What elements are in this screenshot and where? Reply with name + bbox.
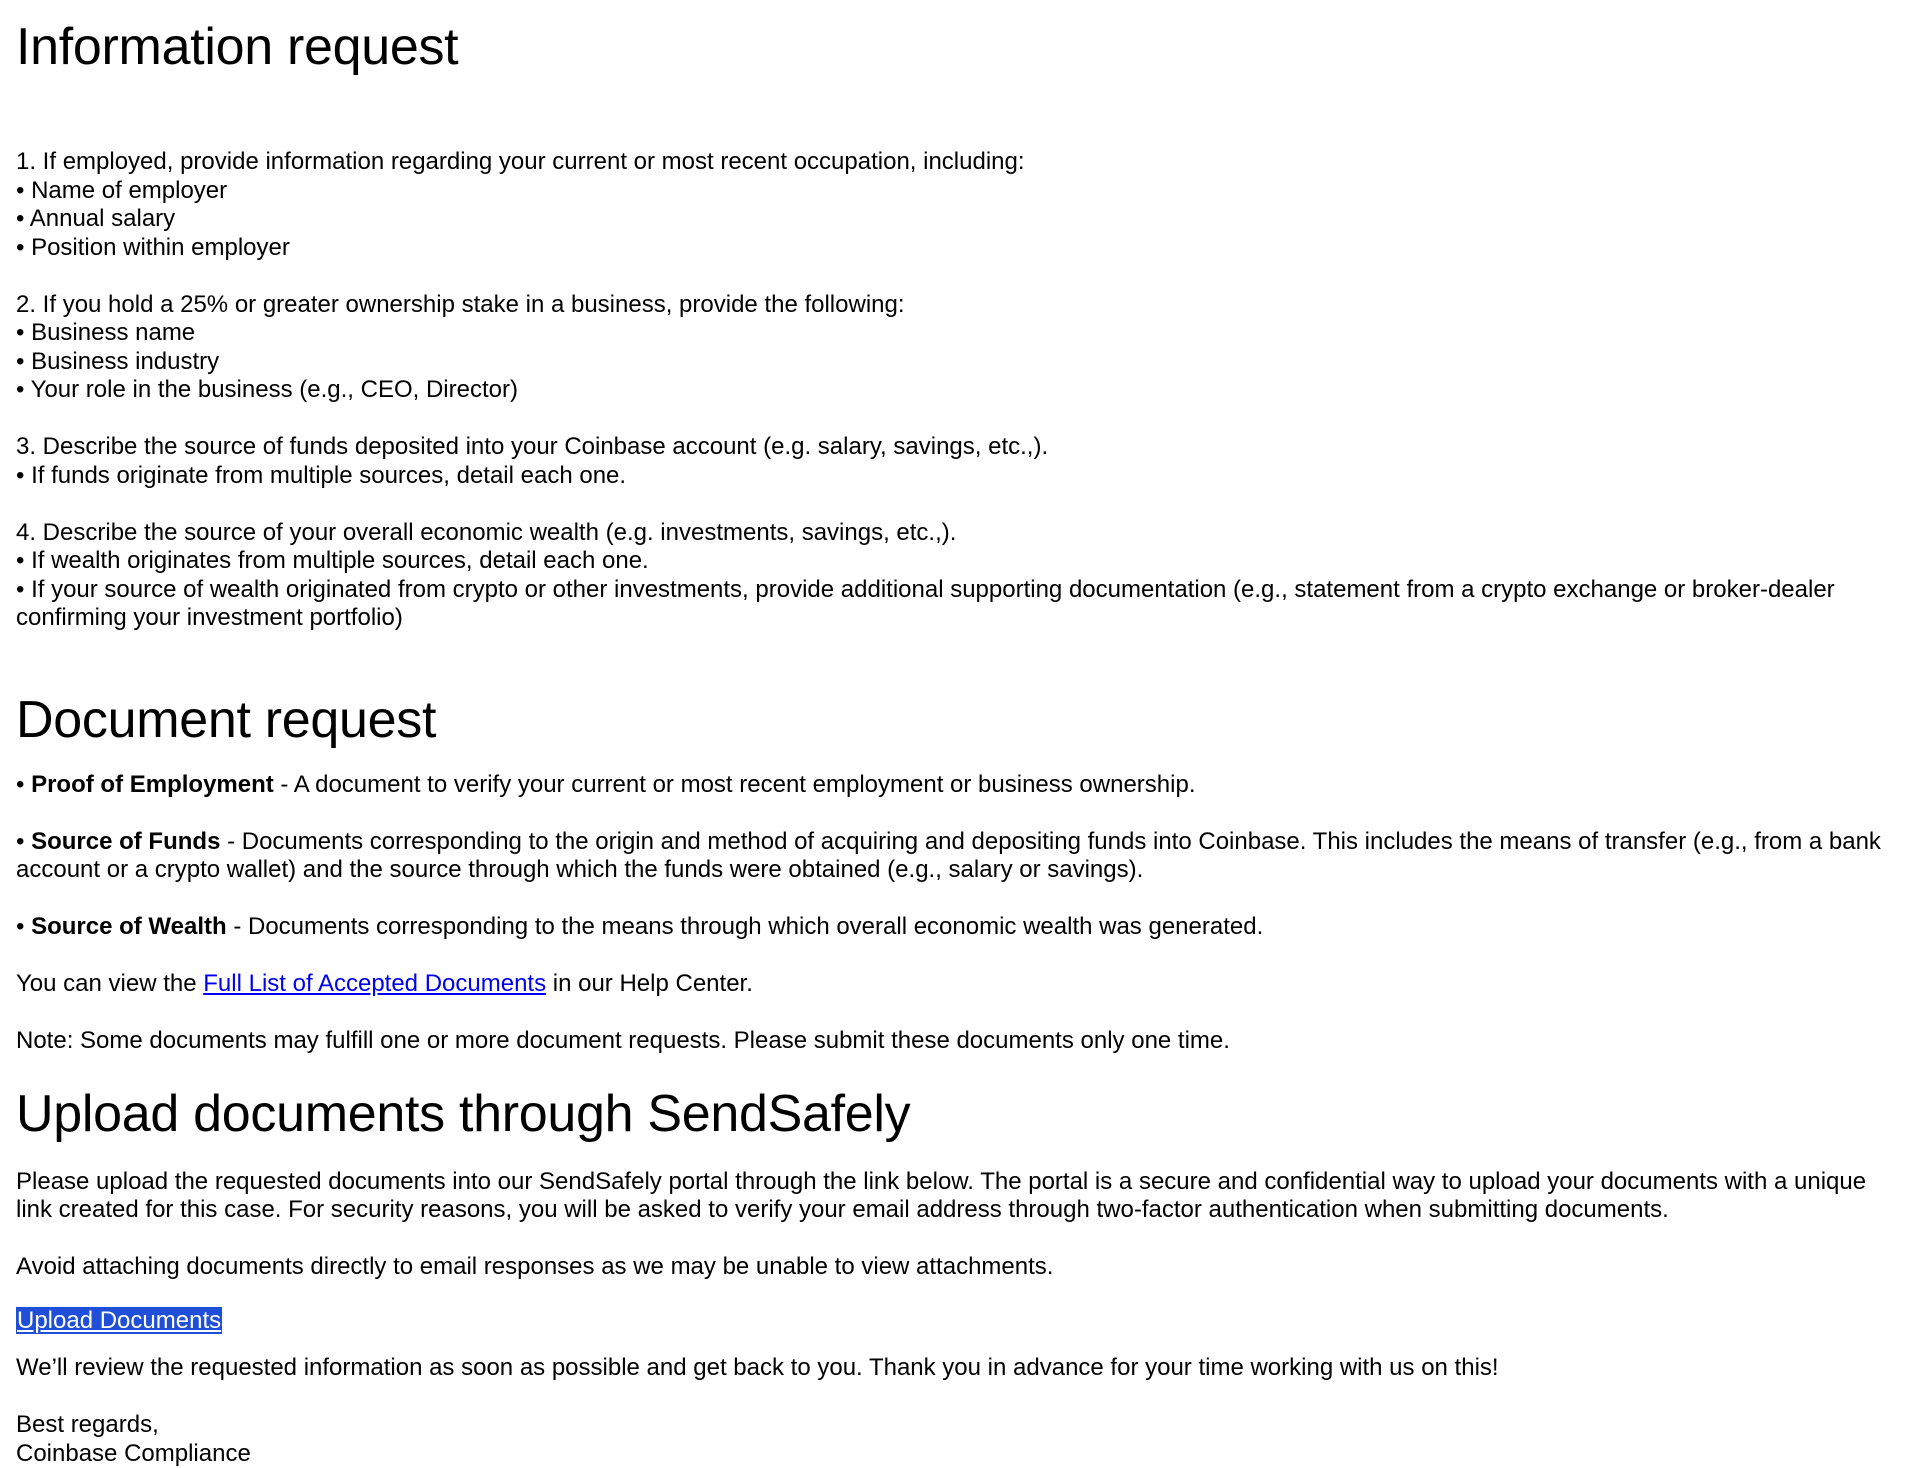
signature: Coinbase Compliance <box>16 1439 251 1467</box>
question-3-item: • If funds originate from multiple sources, detail each one. <box>16 461 627 489</box>
document-description: - Documents corresponding to the means through which overall economic wealth was generated. <box>226 913 1264 940</box>
information-request-heading: Information request <box>16 18 459 76</box>
information-request-section <box>16 148 1904 633</box>
upload-documents-button[interactable]: Upload Documents <box>17 1306 222 1334</box>
question-2-item: • Your role in the business (e.g., CEO, Director) <box>16 376 518 403</box>
upload-instructions: Please upload the requested documents into our SendSafely portal through the link below. The portal is a secure and confidential way to upload your documents with a unique link created for this case. For security reasons, you will be asked to verify your email address through two-factor authentication when submitting documents. <box>16 1167 1873 1223</box>
review-message: We’ll review the requested information as soon as possible and get back to you. Thank you in advance for your time working with us on this! <box>16 1354 1499 1381</box>
document-request-section <box>16 771 1904 1056</box>
document-item-proof-of-employment <box>16 771 1904 800</box>
view-suffix: in our Help Center. <box>546 970 753 997</box>
question-1-item: • Name of employer <box>16 176 228 204</box>
attachment-warning: Avoid attaching documents directly to email responses as we may be unable to view attachments. <box>16 1253 1054 1280</box>
signoff: Best regards, <box>16 1411 159 1438</box>
bullet: • <box>16 827 32 855</box>
document-request-heading: Document request <box>16 690 437 749</box>
question-1-intro: 1. If employed, provide information regarding your current or most recent occupation, including: <box>16 148 1025 175</box>
view-prefix: You can view the <box>16 970 204 997</box>
question-4-item: • If your source of wealth originated from crypto or other investments, provide additional supporting documentation (e.g., statement from a crypto exchange or broker-dealer confirming your investment portfolio) <box>16 575 1842 631</box>
question-2-item: • Business industry <box>16 347 220 375</box>
document-term: Source of Funds <box>31 827 221 855</box>
upload-heading: Upload documents through SendSafely <box>16 1084 911 1143</box>
document-item-source-of-wealth <box>16 913 1904 942</box>
question-2-intro: 2. If you hold a 25% or greater ownership stake in a business, provide the following: <box>16 290 905 318</box>
question-2-item: • Business name <box>16 319 196 346</box>
document-term: Proof of Employment <box>31 770 274 798</box>
question-3-intro: 3. Describe the source of funds deposited into your Coinbase account (e.g. salary, savings, etc.,). <box>16 433 1049 460</box>
document-description: - Documents corresponding to the origin and method of acquiring and depositing funds into Coinbase. This includes the means of transfer (e.g., from a bank account or a crypto wallet) and the source through which the funds were obtained (e.g., salary or savings). <box>16 827 1888 883</box>
accepted-documents-line <box>16 970 1904 999</box>
question-4-item: • If wealth originates from multiple sources, detail each one. <box>16 547 649 574</box>
bullet: • <box>16 770 32 798</box>
question-4-intro: 4. Describe the source of your overall economic wealth (e.g. investments, savings, etc.,). <box>16 518 957 546</box>
document-term: Source of Wealth <box>31 913 227 940</box>
document-item-source-of-funds <box>16 828 1904 885</box>
question-1-item: • Position within employer <box>16 233 290 261</box>
question-1-item: • Annual salary <box>16 205 176 232</box>
document-note: Note: Some documents may fulfill one or more document requests. Please submit these documents only one time. <box>16 1027 1230 1054</box>
bullet: • <box>16 913 32 940</box>
upload-section <box>16 1168 1904 1468</box>
document-description: - A document to verify your current or most recent employment or business ownership. <box>273 770 1196 798</box>
accepted-documents-link[interactable]: Full List of Accepted Documents <box>203 970 547 997</box>
